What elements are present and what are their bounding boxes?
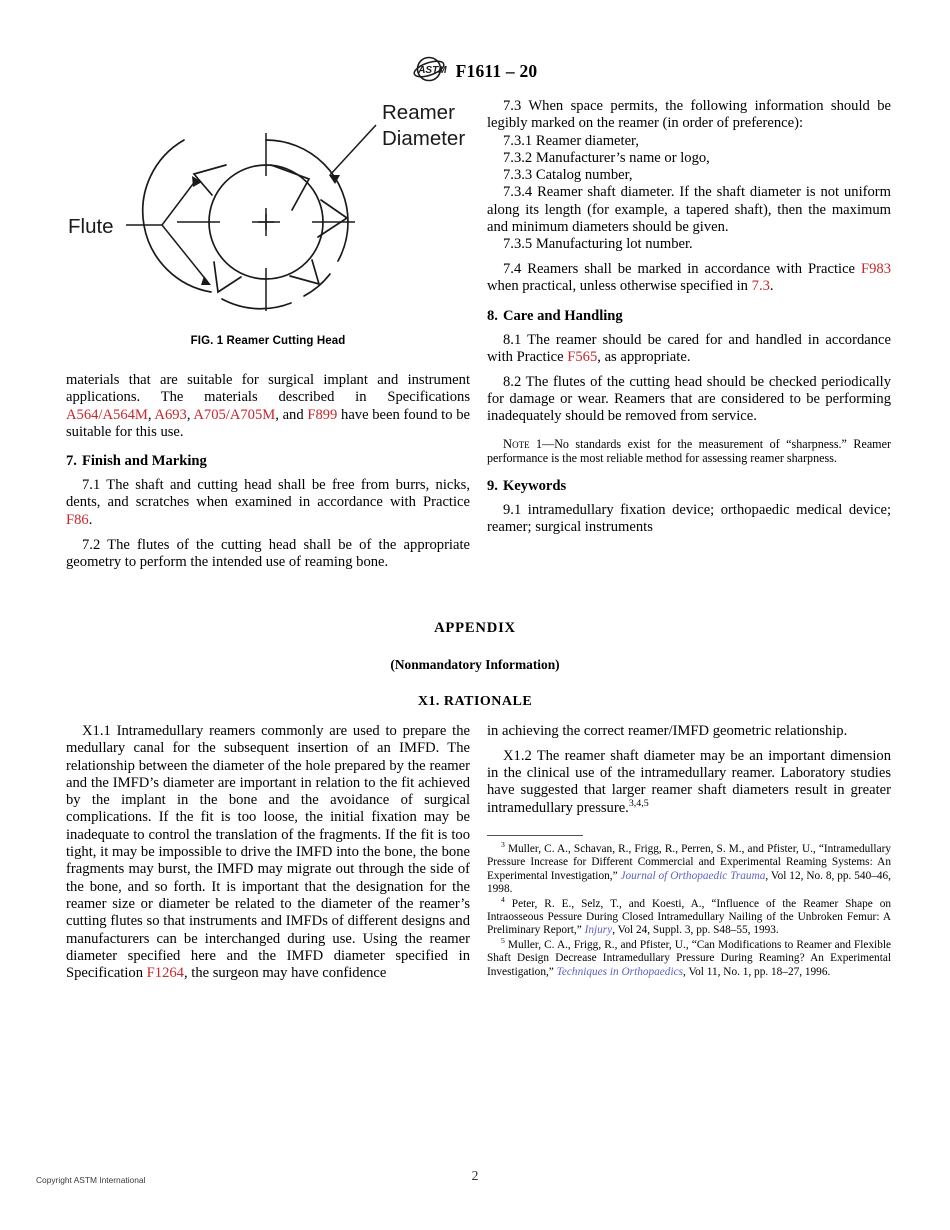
page-header — [0, 56, 950, 88]
link-f86[interactable]: F86 — [66, 511, 89, 528]
section-7-number: 7. — [66, 453, 77, 470]
p81-pre: 8.1 The reamer should be cared for and handled in accordance with Practice — [487, 331, 891, 366]
footnote-marker-345: 3,4,5 — [628, 797, 649, 809]
section-heading-7 — [66, 453, 470, 470]
appendix-headings — [0, 620, 950, 710]
footnote-5-journal[interactable]: Techniques in Orthopaedics — [556, 965, 684, 978]
note-body: 1—No standards exist for the measurement of “sharpness.” Reamer performance is the most reliable method for assessing reamer sharpness. — [487, 436, 891, 466]
footer-page-number: 2 — [471, 1168, 479, 1183]
footnote-5-part1: Muller, C. A., Frigg, R., and Pfister, U., “Can Modifications to Reamer and Flexible Shaft Design Decrease Intramedullary Pressure During Reaming? An Experimental Investigation,” — [487, 938, 891, 978]
paragraph-7-3-4: 7.3.4 Reamer shaft diameter. If the shaft diameter is not uniform along its length (for example, a tapered shaft), then the maximum and minimum diameters should be given. — [487, 184, 891, 236]
x11-post: , the surgeon may have confidence — [183, 965, 387, 982]
paragraph-7-3-5: 7.3.5 Manufacturing lot number. — [503, 236, 693, 253]
p81-post: , as appropriate. — [597, 349, 691, 366]
right-column — [487, 98, 891, 544]
appendix-subtitle: (Nonmandatory Information) — [390, 657, 560, 672]
reamer-cutting-head-diagram — [66, 92, 470, 334]
link-section-7-3[interactable]: 7.3 — [751, 278, 770, 295]
link-a564[interactable]: A564/A564M — [66, 406, 148, 423]
p71-post: . — [88, 511, 93, 528]
section-9-title: Keywords — [502, 477, 567, 494]
figure-label-reamer-diameter-line1: Reamer — [382, 101, 455, 124]
link-a705[interactable]: A705/A705M — [193, 406, 276, 423]
footnote-3-part1: Muller, C. A., Schavan, R., Frigg, R., Perren, S. M., and Pfister, U., “Intramedullary Pressure Increase for Different Commercial and Experimental Reaming Systems: An Experimental Investigation,” — [487, 842, 891, 882]
paragraph-7-3-1: 7.3.1 Reamer diameter, — [503, 132, 639, 149]
materials-text-pre: materials that are suitable for surgical implant and instrument applications. The materials described in Specifications — [66, 372, 470, 406]
footnote-4 — [487, 894, 891, 938]
sep-2: , — [186, 406, 194, 423]
figure-caption: FIG. 1 Reamer Cutting Head — [190, 335, 346, 347]
paragraph-7-3: 7.3 When space permits, the following information should be legibly marked on the reamer (in order of preference): — [487, 98, 891, 132]
footer-copyright: Copyright ASTM International — [36, 1175, 146, 1185]
paragraph-7-3-2: 7.3.2 Manufacturer’s name or logo, — [503, 149, 710, 166]
paragraph-9-1: 9.1 intramedullary fixation device; orthopaedic medical device; reamer; surgical instruments — [487, 501, 891, 536]
svg-text:ASTM: ASTM — [417, 65, 447, 76]
p74-pre: 7.4 Reamers shall be marked in accordance with Practice — [503, 261, 861, 278]
astm-logo-icon — [413, 56, 447, 87]
sep-1: , — [147, 406, 155, 423]
rationale-left-column — [66, 723, 470, 990]
link-f1264[interactable]: F1264 — [146, 965, 184, 982]
left-column — [66, 372, 470, 579]
paragraph-x1-1 — [66, 723, 470, 982]
link-a693[interactable]: A693 — [154, 406, 187, 423]
paragraph-7-4 — [487, 261, 891, 296]
section-9-number: 9. — [487, 477, 498, 494]
paragraph-x1-2 — [487, 748, 891, 817]
x11-pre: X1.1 Intramedullary reamers commonly are used to prepare the medullary canal for the subsequent insertion of an IMFD. The relationship between the diameter of the hole prepared by the reamer and the IMFD’s diameter are important in relation to the fit achieved by the implant in the bone and the avoidance of surgical complications. If the fit is too loose, the initial fixation may be inadequate to control the translation of the fragments. If the fit is too tight, it may be impossible to drive the IMFD into the bone, the bone fragments may burst, the IMFD may migrate out through the side of the bone, and so forth. It is important that the designation for the reamer size or diameter be related to the diameter of the reamer’s cutting flutes so that instruments and IMFDs of different designs and manufacturers can be interchanged during use. Using the reamer diameter specified here and the IMFD diameter specified in Specification — [66, 723, 470, 982]
p71-pre: 7.1 The shaft and cutting head shall be free from burrs, nicks, dents, and scratches when examined in accordance with Practice — [66, 477, 470, 511]
footnote-3-journal[interactable]: Journal of Orthopaedic Trauma — [620, 869, 766, 882]
paragraph-7-2: 7.2 The flutes of the cutting head shall be of the appropriate geometry to perform the intended use of reaming bone. — [66, 536, 470, 570]
footnote-5-part2: , Vol 11, No. 1, pp. 18–27, 1996. — [683, 965, 831, 978]
rationale-right-column — [487, 723, 891, 980]
section-8-title: Care and Handling — [502, 307, 623, 324]
link-f899[interactable]: F899 — [307, 406, 338, 423]
p74-post: . — [769, 278, 774, 295]
footnote-4-marker: 4 — [501, 894, 505, 904]
footnote-4-part1: Peter, R. E., Selz, T., and Koesti, A., “Influence of the Reamer Shape on Intraosseous Pessure During Closed Intramedullary Nailing of the Unbroken Femur: A Preliminary Report,” — [487, 897, 891, 937]
paragraph-8-2: 8.2 The flutes of the cutting head should be checked periodically for damage or wear. Reamers that are considered to be performing inadequately should be removed from service. — [487, 373, 891, 425]
footnote-separator-rule — [487, 835, 583, 836]
p74-mid: when practical, unless otherwise specified in — [487, 278, 752, 295]
section-7-title: Finish and Marking — [81, 453, 207, 470]
note-label: Note — [503, 436, 530, 451]
footnote-4-journal[interactable]: Injury — [584, 924, 613, 937]
paragraph-8-1 — [487, 332, 891, 367]
materials-text-post: have been found to be suitable for this use. — [66, 406, 470, 440]
footnote-5-marker: 5 — [501, 936, 505, 946]
section-heading-8 — [487, 308, 891, 325]
footnote-3 — [487, 840, 891, 897]
paragraph-7-1 — [66, 477, 470, 529]
page-title: F1611 – 20 — [455, 61, 538, 81]
paragraph-materials — [66, 372, 470, 441]
footnote-4-part2: , Vol 24, Suppl. 3, pp. S48–55, 1993. — [612, 924, 779, 937]
appendix-x1-title: X1. RATIONALE — [417, 694, 533, 709]
appendix-title: APPENDIX — [434, 620, 516, 636]
footnote-3-marker: 3 — [501, 840, 505, 850]
paragraph-x1-1-continuation: in achieving the correct reamer/IMFD geometric relationship. — [487, 723, 848, 739]
link-f983[interactable]: F983 — [860, 261, 891, 278]
footnote-3-part2: , Vol 12, No. 8, pp. 540–46, 1998. — [487, 869, 891, 896]
section-8-number: 8. — [487, 307, 498, 324]
link-f565[interactable]: F565 — [567, 349, 598, 366]
x12-pre: X1.2 The reamer shaft diameter may be an important dimension in the clinical use of the intramedullary reamer. Laboratory studies have suggested that larger reamer shaft diameters result in greater intramedullary pressure. — [487, 747, 891, 816]
paragraph-7-3-3: 7.3.3 Catalog number, — [503, 167, 633, 184]
footnote-5 — [487, 936, 891, 979]
note-1 — [487, 437, 891, 466]
figure-1 — [66, 92, 470, 347]
sep-3: , and — [275, 406, 308, 423]
figure-label-flute: Flute — [68, 215, 114, 238]
section-heading-9 — [487, 478, 891, 495]
figure-label-reamer-diameter-line2: Diameter — [382, 127, 466, 150]
